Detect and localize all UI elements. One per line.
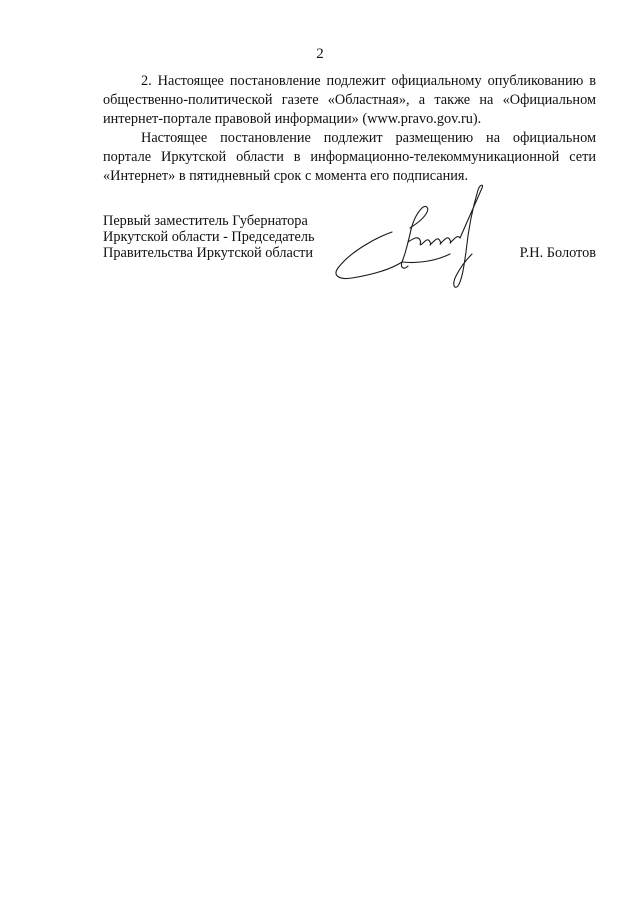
document-body (103, 72, 596, 186)
handwritten-signature (330, 180, 500, 295)
paragraph-publication: 2. Настоящее постановление подлежит официальному опубликованию в общественно-политической газете «Областная», а также на «Официальном интернет-портале правовой информации» (www.pravo.gov.ru). (103, 73, 596, 127)
signer-name: Р.Н. Болотов (519, 245, 596, 261)
signer-title-line: Правительства Иркутской области (103, 245, 314, 261)
signer-title (103, 213, 315, 261)
paragraph-portal-placement: Настоящее постановление подлежит размещению на официальном портале Иркутской области в информационно-телекоммуникационной сети «Интернет» в пятидневный срок с момента его подписания. (103, 130, 596, 184)
signer-title-line: Иркутской области - Председатель (103, 229, 315, 245)
page-number: 2 (316, 46, 324, 62)
signer-title-line: Первый заместитель Губернатора (103, 213, 308, 229)
